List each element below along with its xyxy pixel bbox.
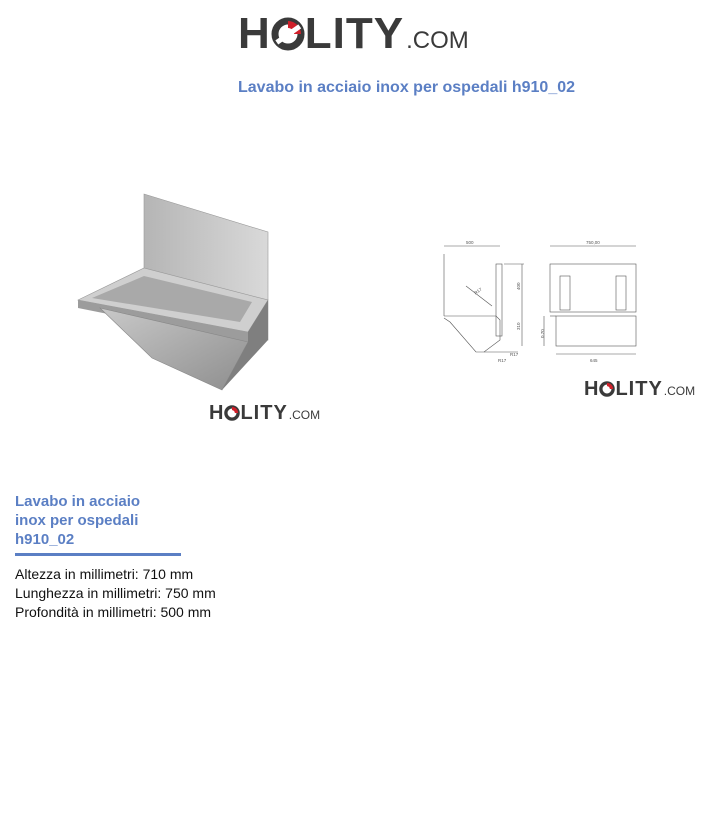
logo-o-icon (599, 378, 615, 400)
product-title-line: inox per ospedali (15, 512, 139, 529)
spec-height: Altezza in millimetri: 710 mm (15, 566, 194, 582)
logo-text: H LITY (238, 9, 405, 58)
dim-side-label: 0.70 (540, 329, 545, 338)
product-specs (15, 565, 216, 622)
logo-domain: .COM (406, 27, 469, 54)
title-divider (15, 553, 181, 556)
technical-drawing (436, 236, 670, 368)
spec-length: Lunghezza in millimetri: 750 mm (15, 585, 216, 601)
drawing-watermark-logo: H LITY .COM (584, 378, 696, 400)
spec-depth: Profondità in millimetri: 500 mm (15, 604, 212, 620)
dim-inner-width-label: 645 (590, 358, 598, 363)
dim-depth-label: 500 (466, 240, 474, 245)
page-title: Lavabo in acciaio inox per ospedali h910_02 (238, 79, 576, 96)
logo-o-icon (271, 10, 305, 58)
product-photo (72, 190, 272, 395)
dim-width-label: 750,00 (586, 240, 600, 245)
radius-label: R17 (510, 352, 519, 357)
radius-label: R17 (498, 358, 507, 363)
product-title-line: h910_02 (15, 531, 75, 548)
holity-logo[interactable] (238, 10, 469, 58)
product-title-line: Lavabo in acciaio (15, 493, 141, 510)
dim-height-top-label: 400 (516, 282, 521, 290)
product-title (15, 492, 185, 549)
radius-label: R17 (473, 286, 483, 296)
dim-height-bottom-label: 310 (516, 322, 521, 330)
logo-o-icon (224, 402, 240, 424)
photo-watermark-logo: H LITY .COM (209, 402, 321, 424)
